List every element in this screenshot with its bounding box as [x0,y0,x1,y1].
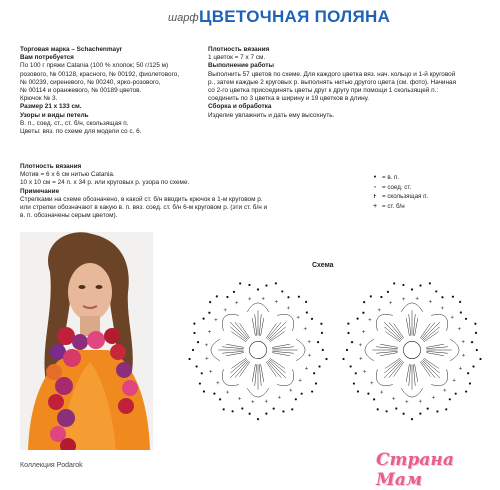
single-crochet-symbol: + [372,203,378,211]
materials-line: № 00114 и оранжевого, № 00189 цветов. [20,87,142,95]
sliding-loop-symbol: ⱶ [373,193,377,201]
patterns-heading: Узоры и виды петель [20,111,89,119]
materials-line: розового, № 00128, красного, № 00192, фиолетового, [20,70,180,78]
legend-row: ◦ = соед. ст. [368,183,428,193]
watermark-logo: Страна Мам [376,450,454,490]
model-illustration [20,232,153,450]
note-line: Стрелками на схеме обозначено, в какой ст. б/н вводить крючок в 1-м круговом р. [20,195,263,203]
materials-line: Крючок № 3. [20,95,58,103]
patterns-line: Цветы: вяз. по схеме для модели со с. 6. [20,128,142,136]
motif-density-line: Мотив = 6 х 6 см нитью Catania. [20,171,115,179]
materials-line: По 100 г пряжи Catania (100 % хлопок; 50 г/125 м) [20,62,169,70]
photo-caption: Коллекция Podarok [20,462,83,469]
crochet-schema [178,272,492,432]
legend-row: ⱶ = скользящая п. [368,192,428,202]
materials-line: № 00239, сиреневого, № 00240, ярко-розового, [20,78,161,86]
motif-density-line: 10 х 10 см = 24 п. х 34 р. или круговых р. узора по схеме. [20,179,190,187]
flower-motifs [188,282,481,420]
page-title: ЦВЕТОЧНАЯ ПОЛЯНА [199,7,391,26]
materials-block [20,46,210,136]
note-heading: Примечание [20,187,60,195]
header-prefix: шарф [168,12,199,24]
instructions-block [208,46,493,120]
work-line: со 2-го цветка присоединять цветы друг к другу при помощи 1 скользящей п.: [208,87,439,95]
patterns-line: В. п., соед. ст., ст. б/н, скользящая п. [20,119,129,127]
legend-row: • = в. п. [368,173,428,183]
motif-density-heading: Плотность вязания [20,163,82,170]
note-line: в. п. обозначены серым цветом). [20,212,118,220]
model-photo [20,232,153,450]
schema-title: Схема [312,262,334,269]
work-line: р., затем каждые 2 круговых р. выполнять нитью другого цвета (см. фото). Начиная [208,78,457,86]
legend-row: + = ст. б/н [368,202,428,212]
work-heading: Выполнение работы [208,62,275,70]
note-line: или стрелки обозначают в какую в. п. вяз. соед. ст. б/н 6-м круговом р. (эти ст. б/н и [20,204,268,212]
assembly-heading: Сборка и обработка [208,103,272,111]
work-line: соединить по 3 цветка в ширину и 19 цветков в длину. [208,95,369,103]
materials-heading: Вам потребуется [20,54,74,62]
size-line: Размер 21 х 133 см. [20,103,82,111]
density-line: 1 цветок = 7 х 7 см. [208,54,266,62]
density-heading: Плотность вязания [208,46,270,53]
motif-block [20,163,350,220]
assembly-line: Изделие увлажнить и дать ему высохнуть. [208,111,335,119]
slip-stitch-symbol: ◦ [373,183,377,191]
brand-line: Торговая марка – Schachenmayr [20,46,123,53]
chain-stitch-symbol: • [373,174,377,182]
symbol-legend [368,173,428,211]
work-line: Выполнить 57 цветов по схеме. Для каждого цветка вяз. нач. кольцо и 1-й круговой [208,70,456,78]
